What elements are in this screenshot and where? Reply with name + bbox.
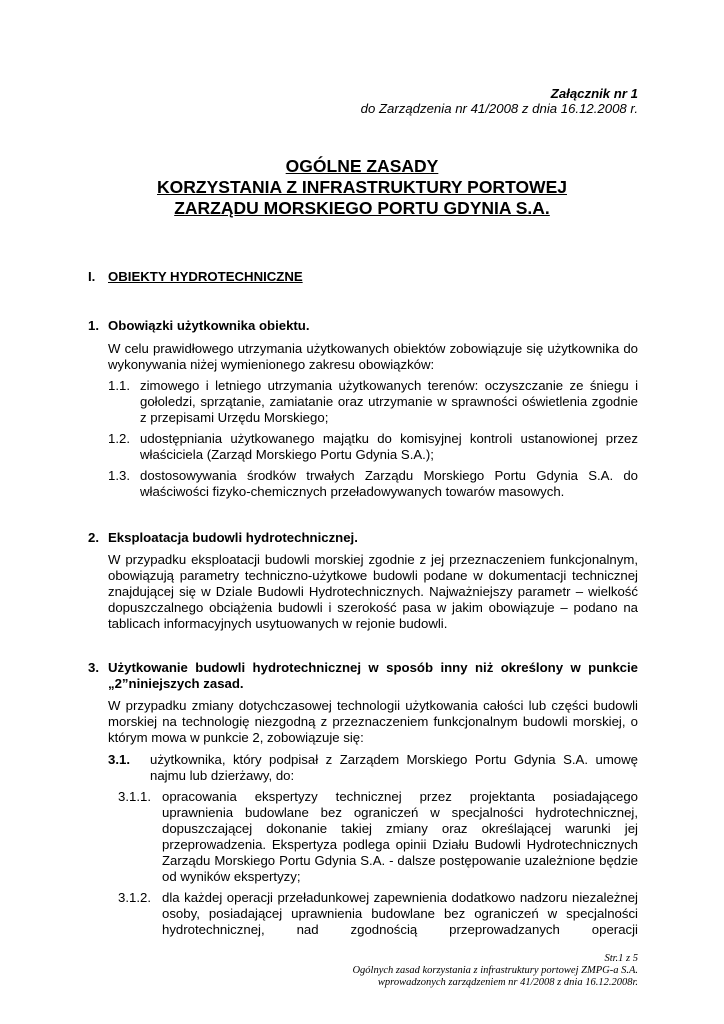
sub-3-1-2-text: dla każdej operacji przeładunkowej zapewnienia dodatkowo nadzoru niezależnej osoby, posiadającej uprawnienia budowlane bez ograniczeń w specjalności hydrotechnicznej, nad zgodnością przeprowadzanych operacji [162, 890, 638, 937]
item-1-heading: Obowiązki użytkownika obiektu. [108, 318, 310, 333]
sub-3-1-2-number: 3.1.2. [118, 890, 151, 905]
sub-3-1-1-text: opracowania ekspertyzy technicznej przez projektanta posiadającego uprawnienia budowlane bez ograniczeń w specjalności hydrotechnicznej, dopuszczającej dokonanie takiej zmiany oraz określającej warunki jej przeprowadzenia. Ekspertyza podlega opinii Działu Budowli Hydrotechnicznych Zarządu Morskiego Portu Gdynia S.A. - dalsze postępowanie uzależnione będzie od wyników ekspertyzy; [162, 789, 638, 884]
title-line-2: KORZYSTANIA Z INFRASTRUKTURY PORTOWEJ [157, 177, 567, 197]
item-2-text: W przypadku eksploatacji budowli morskiej zgodnie z jej przeznaczeniem funkcjonalnym, obowiązują parametry techniczno-użytkowe budowli podane w dokumentacji technicznej znajdującej się w Dziale Budowli Hydrotechnicznych. Najważniejszy parametr – wielkość dopuszczalnego obciążenia budowli i szerokość pasa w jakim obowiązuje – podano na tablicach informacyjnych usytuowanych w rejonie budowli. [108, 552, 638, 631]
section-number: I. [88, 269, 96, 284]
attachment-label: Załącznik nr 1 [550, 86, 638, 101]
item-3-intro: W przypadku zmiany dotychczasowej technologii użytkowania całości lub części budowli morskiej na technologię niezgodną z przeznaczeniem funkcjonalnym budowli morskiej, o którym mowa w punkcie 2, zobowiązuje się: [108, 698, 638, 745]
item-1-intro: W celu prawidłowego utrzymania użytkowanych obiektów zobowiązuje się użytkownika do wykonywania niżej wymienionego zakresu obowiązków: [108, 341, 638, 372]
item-1-number: 1. [88, 318, 99, 333]
sub-1-1-text: zimowego i letniego utrzymania użytkowanych terenów: oczyszczanie ze śniegu i gołoledzi, sprzątanie, zamiatanie oraz utrzymanie w sprawności oświetlenia zgodnie z przepisami Urzędu Morskiego; [140, 378, 638, 425]
sub-1-3-number: 1.3. [108, 468, 130, 483]
page-number: Str.1 z 5 [604, 953, 638, 964]
item-3-number: 3. [88, 660, 99, 675]
section-title: OBIEKTY HYDROTECHNICZNE [108, 269, 303, 284]
document-title [0, 156, 724, 219]
sub-1-2-text: udostępniania użytkowanego majątku do komisyjnej kontroli ustanowionej przez właściciela (Zarząd Morskiego Portu Gdynia S.A.); [140, 431, 638, 462]
sub-3-1-1-number: 3.1.1. [118, 789, 151, 804]
page-footer [352, 953, 638, 989]
footer-line-2: wprowadzonych zarządzeniem nr 41/2008 z dnia 16.12.2008r. [377, 977, 638, 988]
attachment-reference: do Zarządzenia nr 41/2008 z dnia 16.12.2008 r. [360, 101, 638, 116]
sub-3-1-number: 3.1. [108, 752, 130, 767]
item-2-number: 2. [88, 530, 99, 545]
title-line-3: ZARZĄDU MORSKIEGO PORTU GDYNIA S.A. [174, 198, 550, 218]
item-3-heading: Użytkowanie budowli hydrotechnicznej w sposób inny niż określony w punkcie „2”niniejszych zasad. [108, 660, 638, 691]
footer-line-1: Ogólnych zasad korzystania z infrastruktury portowej ZMPG-a S.A. [352, 965, 638, 976]
title-line-1: OGÓLNE ZASADY [285, 156, 439, 176]
item-2-heading: Eksploatacja budowli hydrotechnicznej. [108, 530, 358, 545]
sub-1-2-number: 1.2. [108, 431, 130, 446]
sub-1-1-number: 1.1. [108, 378, 130, 393]
sub-3-1-text: użytkownika, który podpisał z Zarządem Morskiego Portu Gdynia S.A. umowę najmu lub dzierżawy, do: [150, 752, 638, 783]
sub-1-3-text: dostosowywania środków trwałych Zarządu Morskiego Portu Gdynia S.A. do właściwości fizyko-chemicznych przeładowywanych towarów masowych. [140, 468, 638, 499]
